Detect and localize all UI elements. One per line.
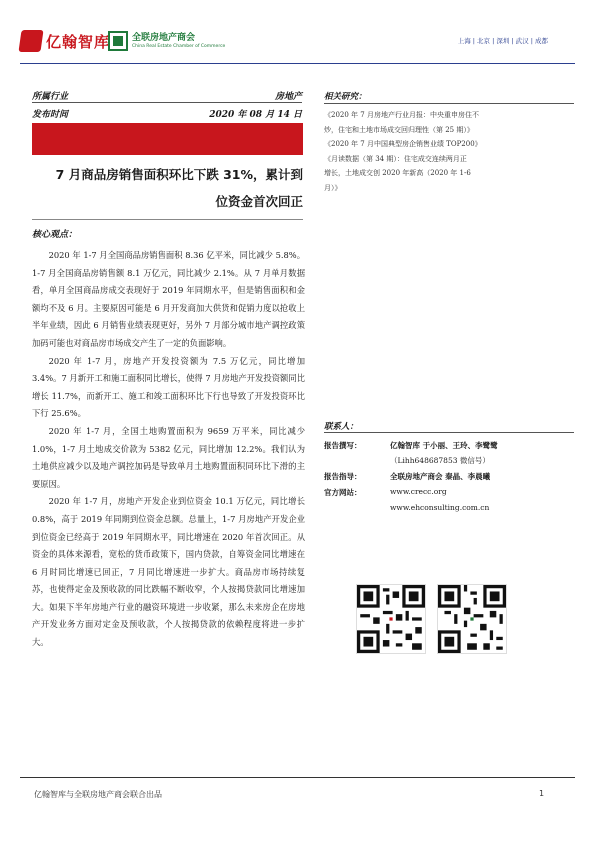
qr-code-icon: [438, 585, 506, 653]
crecc-logo-name: 全联房地产商会: [132, 32, 196, 43]
contact-row: [324, 440, 498, 451]
contact-value: （Lihh648687853 微信号）: [390, 456, 490, 465]
page-number: 1: [539, 789, 545, 798]
contact-key: 报告撰写：: [324, 441, 362, 450]
related-label: 相关研究：: [324, 92, 367, 102]
crecc-logo-icon: [108, 31, 128, 51]
industry-row: [32, 89, 302, 102]
footer-text: 亿翰智库与全联房地产商会联合出品: [34, 790, 162, 799]
contact-key: [324, 455, 390, 466]
contact-key: 官方网站：: [324, 488, 362, 497]
related-item[interactable]: 《2020 年 7 月房地产行业月报：中央重申房住不: [324, 111, 479, 119]
contact-divider: [324, 432, 574, 433]
date-label: 发布时间: [32, 110, 69, 120]
website-link[interactable]: www.ehconsulting.com.cn: [390, 503, 490, 512]
industry-value: 房地产: [274, 92, 302, 102]
qr-code-crecc: [437, 584, 507, 654]
contact-value: 亿翰智库 于小丽、王玲、李鹭鹭: [390, 441, 498, 450]
related-divider: [324, 103, 574, 104]
title-divider: [32, 219, 303, 220]
core-body: [32, 247, 305, 652]
related-item[interactable]: 《2020 年 7 月中国典型房企销售业绩 TOP200》: [324, 140, 482, 148]
date-row: [32, 107, 302, 120]
contact-row: [324, 503, 489, 512]
footer-divider: [20, 777, 575, 778]
core-paragraph: 2020 年 1-7 月，房地产开发企业到位资金 10.1 万亿元，同比增长 0.8%，高于 2019 年同期到位资金总额。总量上，1-7 月房地产开发企业到位资金已经高于 2019 年同期水平，同比增速在 2020 年首次回正。从资金的具体来源看，宽松的货币政策下，国内贷款，自筹资金同比增速在 6 月时同比增速已回正，7 月同比增速进一步扩大。商品房市场持续复苏，也使得定金及预收款的同比跌幅不断收窄，个人按揭贷款同比增速加大。如果下半年房地产行业的融资环境进一步收紧，那么未来房企在房地产开发业务方面对定金及预收款，个人按揭贷款的依赖程度将进一步扩大。: [32, 496, 305, 648]
report-title-line2: 位资金首次回正: [215, 194, 303, 209]
core-paragraph: 2020 年 1-7 月全国商品房销售面积 8.36 亿平米，同比减少 5.8%。1-7 月全国商品房销售额 8.1 万亿元，同比减少 2.1%。从 7 月单月数据看，单月全国商品房成交表现好于 2019 年同期水平，但是销售面积和金额均不及 6 月。主要原因可能是 6 月开发商加大供货和促销力度以抢收上半年业绩，因此 6 月销售业绩表现更好，另外 7 月部分城市地产调控政策加码可能也对商品房市场成交产生了一定的负面影响。: [32, 250, 305, 348]
yihan-logo-icon: [18, 30, 43, 52]
related-item[interactable]: 《月读数据（第 34 期）：住宅成交连续两月正: [324, 154, 467, 163]
website-link[interactable]: www.crecc.org: [390, 487, 447, 496]
contact-value: 全联房地产商会 秦晶、李晨曦: [390, 472, 491, 481]
related-list: [324, 108, 524, 195]
report-title-line1: 7 月商品房销售面积环比下跌 31%，累计到: [55, 167, 303, 182]
contact-key: 报告指导：: [324, 472, 362, 481]
contact-key: [324, 503, 390, 512]
contact-row: [324, 471, 490, 482]
core-paragraph: 2020 年 1-7 月，房地产开发投资额为 7.5 万亿元，同比增加 3.4%。7 月新开工和施工面积同比增长，使得 7 月房地产开发投资额同比增长 11.7%，而新开工、施工和竣工面积环比下行也导致了开发投资环比下行 25.6%。: [32, 355, 305, 419]
qr-code-icon: [357, 585, 425, 653]
related-item[interactable]: 月）》: [324, 183, 342, 192]
header-divider: [20, 63, 575, 64]
core-paragraph: 2020 年 1-7 月，全国土地购置面积为 9659 万平米，同比减少 1.0%，1-7 月土地成交价款为 5382 亿元，同比增加 12.2%。我们认为土地供应减少以及地产调控加码是导致单月土地购置面积同环比下滑的主要原因。: [32, 425, 305, 489]
title-banner: [32, 123, 303, 155]
report-title: [32, 161, 303, 215]
crecc-logo-english: China Real Estate Chamber of Commerce: [132, 43, 226, 49]
contact-label: 联系人：: [324, 422, 359, 432]
meta-divider: [32, 102, 302, 103]
qr-code-yihan: [356, 584, 426, 654]
crecc-logo: [108, 26, 225, 56]
related-item[interactable]: 增长，土地成交创 2020 年新高（2020 年 1-6: [324, 169, 471, 177]
industry-label: 所属行业: [32, 92, 69, 102]
core-label: 核心观点：: [32, 230, 78, 240]
yihan-logo-text: 亿翰智库: [46, 32, 111, 51]
contact-row: [324, 487, 447, 498]
related-item[interactable]: 炒，住宅和土地市场成交回归理性（第 25 期）》: [324, 125, 474, 134]
date-value: 2020 年 08 月 14 日: [209, 110, 302, 120]
city-list: 上海 | 北京 | 深圳 | 武汉 | 成都: [457, 37, 548, 45]
contact-row: [324, 455, 490, 466]
